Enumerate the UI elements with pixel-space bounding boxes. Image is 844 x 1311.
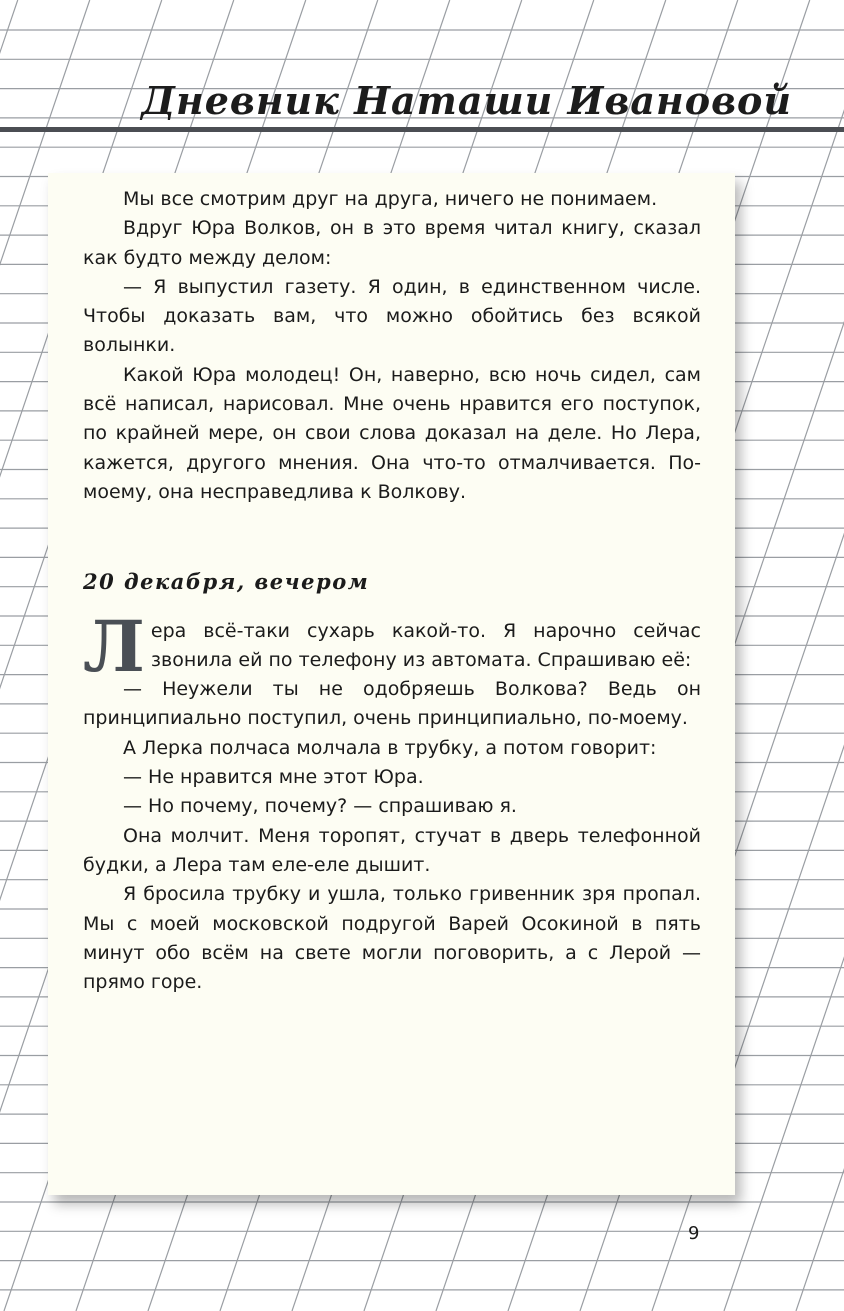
diary-entry-date: 20 декабря, вечером xyxy=(83,569,370,595)
paragraph: Я бросила трубку и ушла, только гривенник зря пропал. Мы с моей московской подругой Варей Осокиной в пять минут обо всём на свете могли поговорить, а с Лерой — прямо горе. xyxy=(83,883,701,994)
drop-cap-letter: Л xyxy=(83,604,145,688)
text-card xyxy=(48,173,735,1195)
card-body xyxy=(83,185,701,997)
page-header-title: Дневник Наташи Ивановой xyxy=(141,78,792,123)
header-rule xyxy=(0,127,844,132)
first-paragraph xyxy=(83,604,701,688)
paragraph: А Лерка полчаса молчала в трубку, а потом говорит: xyxy=(123,736,657,759)
paragraph: Мы все смотрим друг на друга, ничего не понимаем. xyxy=(123,188,658,210)
paragraph: — Но почему, почему? — спрашиваю я. xyxy=(123,795,517,818)
paragraph: Вдруг Юра Волков, он в это время читал книгу, сказал как будто между делом: xyxy=(83,217,701,269)
paragraph: Какой Юра молодец! Он, наверно, всю ночь сидел, сам всё написал, нарисовал. Мне очень нравится его поступок, по крайней мере, он свои слова доказал на деле. Но Лера, кажется, другого мнения. Она что-то отмалчивается. По-моему, она несправедлива к Волкову. xyxy=(83,363,701,503)
paragraph: — Я выпустил газету. Я один, в единственном числе. Чтобы доказать вам, что можно обойтись без всякой волынки. xyxy=(83,275,701,357)
paragraph: — Не нравится мне этот Юра. xyxy=(123,766,424,789)
paragraph: Она молчит. Меня торопят, стучат в дверь телефонной будки, а Лера там еле-еле дышит. xyxy=(83,824,701,876)
first-paragraph-text: ера всё-таки сухарь какой-то. Я нарочно сейчас звонила ей по телефону из автомата. Спрашиваю её: xyxy=(150,619,701,671)
page-number: 9 xyxy=(688,1223,700,1244)
paragraph: — Неужели ты не одобряешь Волкова? Ведь он принципиально поступил, очень принципиально, по-моему. xyxy=(83,678,701,730)
